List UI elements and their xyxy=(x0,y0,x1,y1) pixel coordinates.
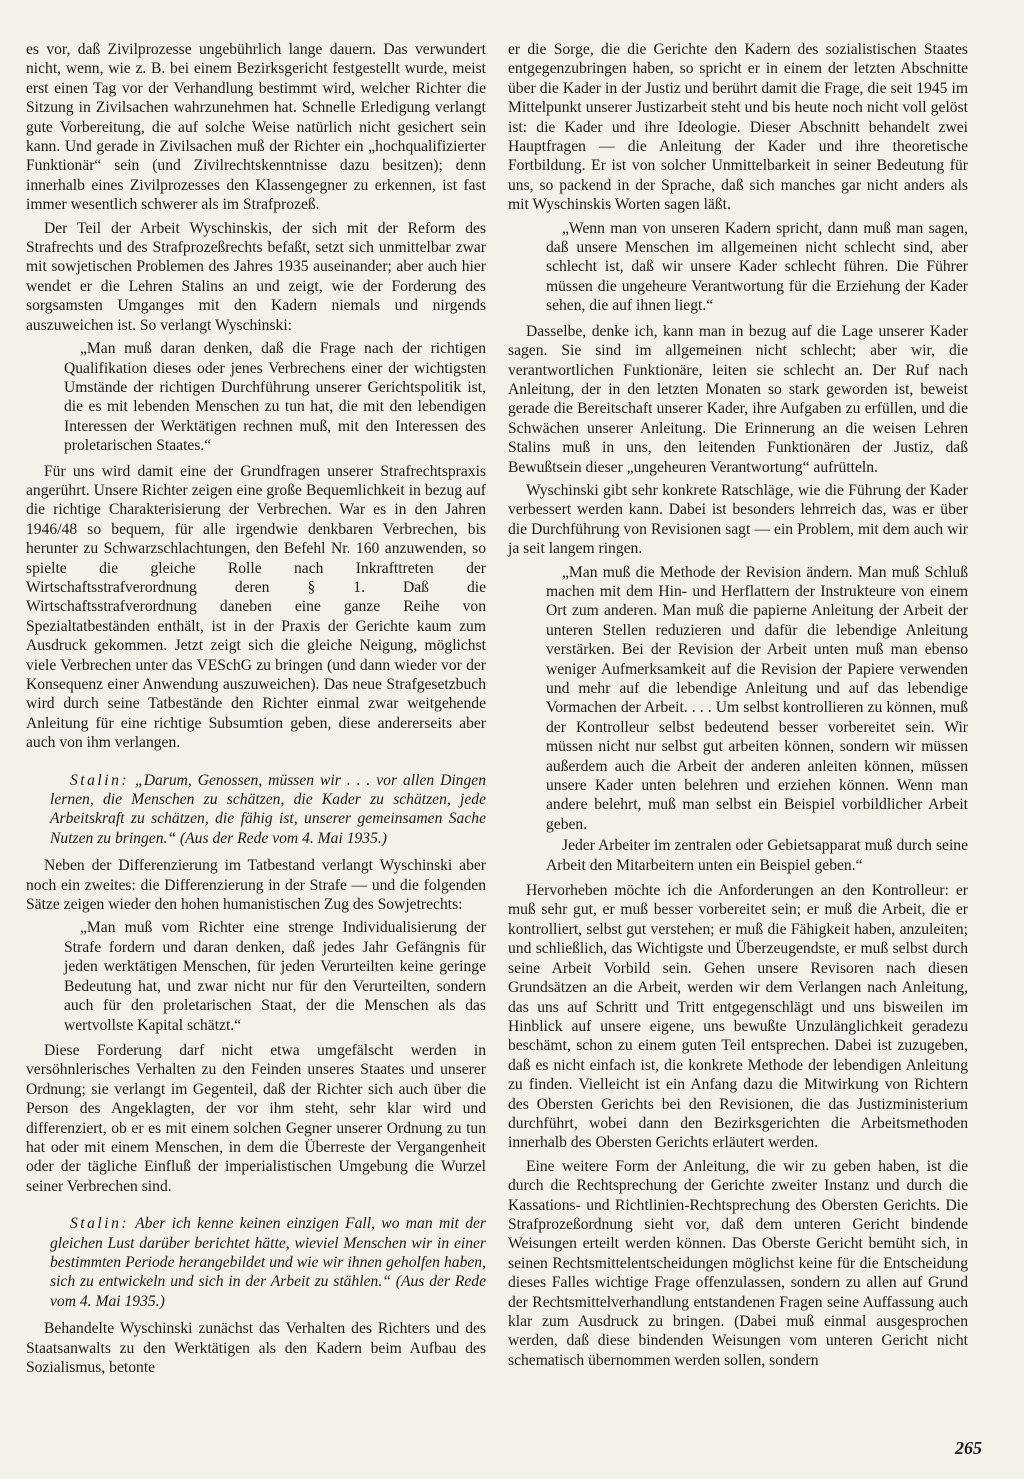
paragraph: Diese Forderung darf nicht etwa umgefälscht werden in versöhnlerisches Verhalten zu den Feinden unseres Staates und unserer Ordnung; sie verlangt im Gegenteil, daß der Richter sich auch über die Person des Angeklagten, der vor ihm steht, sehr klar wird und differenziert, ob er es mit einem solchen Gegner unserer Ordnung zu tun hat oder mit einem Menschen, in dem die Überreste der Vergangenheit oder der tägliche Einfluß der imperialistischen Umgebung die Wurzel seiner Verbrechen sind. xyxy=(26,1041,486,1195)
quote-text: „Wenn man von unseren Kadern spricht, dann muß man sagen, daß unsere Menschen im allgemeinen nicht schlecht sind, aber schlecht ist, daß wir unsere Kader schlecht führen. Die Führer müssen die ungeheure Verantwortung für die Erziehung der Kader sehen, die auf ihnen liegt.“ xyxy=(546,219,968,315)
paragraph: Behandelte Wyschinski zunächst das Verhalten des Richters und des Staatsanwalts zu den Werktätigen als den Kadern beim Aufbau des Sozialismus, betonte xyxy=(26,1320,486,1376)
stalin-quote-text: Aber ich kenne keinen einzigen Fall, wo man mit der gleichen Lust darüber berichtet hätte, wieviel Menschen wir in einer bestimmten Periode herangebildet und wie wir ihnen geholfen haben, sich zu entwickeln und sich in der Arbeit zu stählen.“ xyxy=(50,1215,486,1291)
quote-text: „Man muß vom Richter eine strenge Individualisierung der Strafe fordern und daran denken, daß jedes Jahr Gefängnis für jeden werktätigen Menschen, für jeden Verurteilten keine geringe Bedeutung hat, und zwar nicht nur für den Verurteilten, sondern auch für den proletarischen Staat, der die Menschen als das wertvollste Kapital schätzt.“ xyxy=(64,919,486,1034)
page-number: 265 xyxy=(955,1438,982,1458)
block-quote xyxy=(546,219,968,316)
stalin-label: Stalin: xyxy=(70,771,130,789)
block-quote xyxy=(64,918,486,1034)
paragraph: Für uns wird damit eine der Grundfragen unserer Strafrechtspraxis angerührt. Unsere Richter zeigen eine große Bequemlichkeit in bezug auf die richtige Charakterisierung der Verbrechen. War es in den Jahren 1946/48 so bequem, für alle irgendwie denkbaren Verbrechen, bis herunter zu Schwarzschlachtungen, den Befehl Nr. 160 anzuwenden, so spielte die gleiche Rolle nach Inkrafttreten der Wirtschaftsstrafverordnung deren § 1. Daß die Wirtschaftsstrafverordnung daneben eine ganze Reihe von Spezialtatbeständen enthält, ist in der Praxis der Gerichte kaum zum Ausdruck gekommen. Jetzt zeigt sich die gleiche Neigung, möglichst viele Verbrechen unter das VESchG zu bringen (und dann wieder vor der Konsequenz einer Anwendung auszuweichen). Das neue Strafgesetzbuch wird durch seine Tatbestände den Richter einmal zwar weitgehende Anleitung für eine richtige Subsumtion geben, diese andererseits aber auch von ihm verlangen. xyxy=(26,462,486,752)
right-column xyxy=(508,40,968,1374)
quote-source: (Aus der Rede vom 4. Mai 1935.) xyxy=(179,829,387,847)
quote-text: „Man muß die Methode der Revision ändern. Man muß Schluß machen mit dem Hin- und Herflattern der Instrukteure von einem Ort zum anderen. Man muß die papierne Anleitung der Arbeit der unteren Stellen reduzieren und dafür die lebendige Anleitung verstärken. Bei der Revision der Arbeit unten muß man ebenso weniger Aufmerksamkeit auf die Revision der Papiere verwenden und mehr auf die lebendige Anleitung und auf das lebendige Vormachen der Arbeit. . . . Um selbst kontrollieren zu können, muß der Kontrolleur selbst bedeutend besser vorbereitet sein. Wir müssen nicht nur selbst gut arbeiten können, sondern wir müssen außerdem auch die Arbeit der anderen anleiten können, müssen unsere Kader unten belehren und erziehen können. Wenn man andere belehrt, muß man selbst ein Beispiel vorbildlicher Arbeit geben. xyxy=(546,563,968,833)
quote-text: „Man muß daran denken, daß die Frage nach der richtigen Qualifikation dieses oder jenes Verbrechens einer der wichtigsten Umstände der richtigen Durchführung unserer Gerichtspolitik ist, die es mit lebenden Menschen zu tun hat, die mit den lebendigen Interessen der Werktätigen rechnen muß, mit den Interessen des proletarischen Staates.“ xyxy=(64,340,486,455)
paragraph: Eine weitere Form der Anleitung, die wir zu geben haben, ist die durch die Rechtsprechung der Gerichte zweiter Instanz und durch die Kassations- und Richtlinien-Rechtsprechung des Obersten Gerichts. Die Strafprozeßordnung sieht vor, daß dem unteren Gericht bindende Weisungen erteilt werden können. Das Oberste Gericht bemüht sich, in seinen Rechtsmittelentscheidungen möglichst keine für die Entscheidung dieses Falles wichtige Frage offenzulassen, sondern zu allen auf Grund der Rechtsmittelverhandlung entstandenen Fragen seine Auffassung auch klar zum Ausdruck zu bringen. (Dabei muß einmal ausgesprochen werden, daß diese bindenden Weisungen vom unteren Gericht nicht schematisch übernommen werden sollen, sondern xyxy=(508,1157,968,1369)
block-quote xyxy=(64,339,486,455)
quote-source: (Aus der Rede vom 4. Mai 1935.) xyxy=(50,1273,486,1310)
paragraph: es vor, daß Zivilprozesse ungebührlich lange dauern. Das verwundert nicht, wenn, wie z. B. bei einem Bezirksgericht festgestellt wurde, meist erst einen Tag vor der Verhandlung bestimmt wird, welcher Richter die Sitzung in Zivilsachen wahrzunehmen hat. Schnelle Erledigung verlangt gute Vorbereitung, die auf solche Weise natürlich nicht gesichert sein kann. Und gerade in Zivilsachen muß der Richter ein „hochqualifizierter Funktionär“ sein (und Zivilrechtskenntnisse dazu besitzen); denn innerhalb eines Zivilprozesses den Klassengegner zu erkennen, ist fast immer wesentlich schwerer als im Strafprozeß. xyxy=(26,41,486,214)
paragraph: Dasselbe, denke ich, kann man in bezug auf die Lage unserer Kader sagen. Sie sind im allgemeinen nicht schlecht; aber wir, die verantwortlichen Funktionäre, leiten sie schlecht an. Der Ruf nach Anleitung, der in den letzten Monaten so stark geworden ist, beweist gerade die Bereitschaft unserer Kader, ihre Aufgaben zu erfüllen, und die Schwächen unserer Anleitung. Die Erinnerung an die weisen Lehren Stalins muß in uns, den leitenden Funktionären der Justiz, daß Bewußtsein dieser „ungeheuren Verantwortung“ aufrütteln. xyxy=(508,322,968,476)
paragraph: er die Sorge, die die Gerichte den Kadern des sozialistischen Staates entgegenzubringen haben, so spricht er in einem der letzten Abschnitte über die Kader in der Justiz und berührt damit die Frage, die seit 1945 im Mittelpunkt unserer Justizarbeit steht und bis heute noch nicht voll gelöst ist: die Kader und ihre Ideologie. Dieser Abschnitt behandelt zwei Hauptfragen — die Anleitung der Kader und ihre theoretische Fortbildung. Er ist von solcher Unmittelbarkeit in seiner Bedeutung für uns, so packend in der Sprache, daß sich manches gar nicht anders als mit Wyschinskis Worten sagen läßt. xyxy=(508,41,968,214)
block-quote xyxy=(546,563,968,876)
left-column xyxy=(26,40,486,1381)
paragraph: Der Teil der Arbeit Wyschinskis, der sich mit der Reform des Strafrechts und des Strafprozeßrechts befaßt, setzt sich unmittelbar zwar mit sowjetischen Problemen des Jahres 1935 auseinander; aber auch hier wendet er die Lehren Stalins an und zeigt, wie der Forderung des sorgsamsten Umganges mit den Kadern niemals und nirgends auszuweichen ist. So verlangt Wyschinski: xyxy=(26,219,486,334)
paragraph: Hervorheben möchte ich die Anforderungen an den Kontrolleur: er muß sehr gut, er muß besser vorbereitet sein; er muß die Arbeit, die er kontrolliert, selbst gut verstehen; er muß die Fähigkeit haben, anzuleiten; und schließlich, das Wichtigste und Überzeugendste, er muß selbst durch seine Arbeit Vorbild sein. Gehen unsere Revisoren nach diesen Grundsätzen an die Arbeit, werden wir dem Verlangen nach Anleitung, das uns auf Schritt und Tritt entgegenschlägt und uns bisweilen im Hinblick auf unsere eigene, uns bewußte Unzulänglichkeit geradezu beschämt, schon zu einem guten Teil entsprechen. Dabei ist zuzugeben, daß es nicht einfach ist, die konkrete Methode der lebendigen Anleitung zu finden. Vielleicht ist ein Anfang dazu die Mitwirkung von Richtern des Obersten Gerichts bei den Revisionen, die das Justizministerium durchführt, wobei dann den Bezirksgerichten die Arbeitsmethoden innerhalb des Obersten Gerichts erläutert werden. xyxy=(508,882,968,1152)
quote-text: Jeder Arbeiter im zentralen oder Gebietsapparat muß durch seine Arbeit den Mitarbeitern unten ein Beispiel geben.“ xyxy=(546,837,968,874)
stalin-label: Stalin: xyxy=(70,1215,130,1233)
stalin-quote xyxy=(50,1214,486,1311)
stalin-quote xyxy=(50,771,486,849)
paragraph: Neben der Differenzierung im Tatbestand verlangt Wyschinski aber noch ein zweites: die Differenzierung in der Strafe — und die folgenden Sätze zeigen wieder den hohen humanistischen Zug des Sowjetrechts: xyxy=(26,857,486,914)
paragraph: Wyschinski gibt sehr konkrete Ratschläge, wie die Führung der Kader verbessert werden kann. Dabei ist besonders lehrreich das, was er über die Durchführung von Revisionen sagt — ein Problem, mit dem auch wir ja seit langem ringen. xyxy=(508,481,968,558)
stalin-quote-text: „Darum, Genossen, müssen wir . . . vor allen Dingen lernen, die Menschen zu schätzen, die Kader zu schätzen, jede Arbeitskraft zu schätzen, die fähig ist, unserer gemeinsamen Sache Nutzen zu bringen.“ xyxy=(50,771,486,847)
